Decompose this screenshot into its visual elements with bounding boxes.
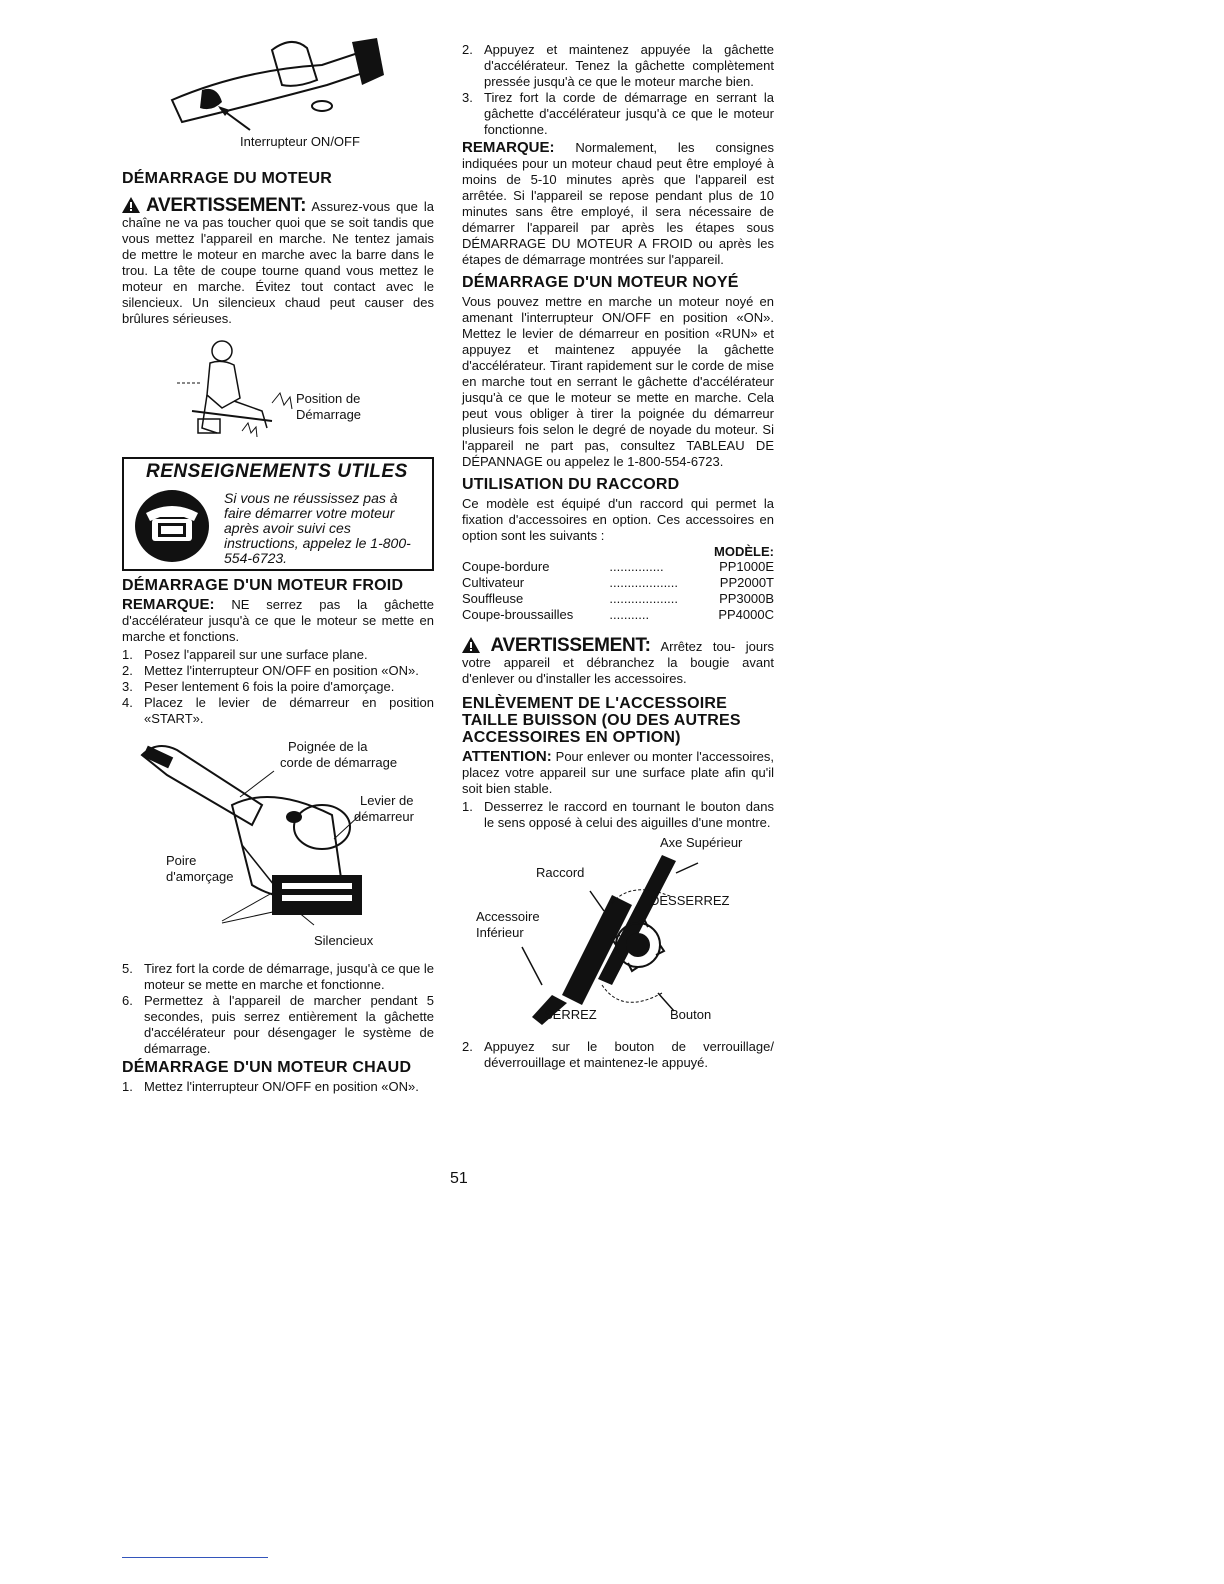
step-text: Mettez l'interrupteur ON/OFF en position «ON».: [144, 663, 419, 678]
step-number: 1.: [122, 647, 133, 662]
step-text: Placez le levier de démarreur en position «START».: [144, 695, 434, 726]
model-code: PP2000T: [719, 575, 774, 590]
model-name: Coupe-bordure: [462, 559, 550, 574]
primer-bulb-label-2: d'amorçage: [166, 869, 234, 884]
list-item: [462, 799, 774, 831]
section-title-cold-engine: DÉMARRAGE D'UN MOTEUR FROID: [122, 577, 404, 594]
step-text: Peser lentement 6 fois la poire d'amorçage.: [144, 679, 395, 694]
flooded-engine-text: Vous pouvez mettre en marche un moteur noyé en amenant l'interrupteur ON/OFF en position «ON». Mettez le levier de démarreur en position «RUN» et appuyez et maintenez appuyée la gâchette d'accélérateur. Tirant rapidement sur le corde de mise en marche tout en serrant le gâchette d'accélérateur jusqu'à ce que le moteur se mette en marche. Cela peut vous obliger à tirer la poignée du démarreur plusieurs fois selon le degré de noyade du moteur. Si l'appareil ne part pas, consultez TABLEAU DE DÉPANNAGE ou appelez le 1-800-554-6723.: [462, 294, 774, 469]
step-text: Tirez fort la corde de démarrage, jusqu'à ce que le moteur se mette en marche et fonctionne.: [144, 961, 434, 992]
step-number: 4.: [122, 695, 133, 710]
step-text: Posez l'appareil sur une surface plane.: [144, 647, 368, 662]
model-code: PP3000B: [719, 591, 774, 606]
pull-handle-label-1: Poignée de la: [288, 739, 368, 754]
left-column: [122, 30, 434, 1095]
list-item: [122, 1079, 434, 1095]
hot-start-steps: [122, 1079, 434, 1095]
footer-rule: [122, 1557, 268, 1558]
step-number: 5.: [122, 961, 133, 976]
accessory-models-table: [462, 559, 774, 623]
warning-keyword: AVERTISSEMENT:: [490, 635, 651, 656]
page-number: 51: [450, 1170, 468, 1187]
remove-accessory-steps: [462, 799, 774, 831]
warning-text-head: Arrêtez tou-: [660, 639, 736, 654]
useful-info-title: RENSEIGNEMENTS UTILES: [146, 461, 408, 482]
list-item: [122, 695, 434, 727]
step-number: 1.: [462, 799, 473, 814]
step-number: 3.: [122, 679, 133, 694]
figure-on-off-switch: [122, 30, 434, 154]
hot-start-steps-continued: [462, 42, 774, 138]
useful-info-text: Si vous ne réussissez pas à faire démarrer votre moteur après avoir suivi ces instructions, appelez le 1-800-554-6723.: [224, 490, 411, 566]
attention-keyword: ATTENTION:: [462, 748, 552, 765]
coupler-text: Ce modèle est équipé d'un raccord qui permet la fixation d'accessoires en option. Ces accessoires en option sont les suivants :: [462, 496, 774, 543]
step-text: Appuyez et maintenez appuyée la gâchette d'accélérateur. Tenez la gâchette complètement pressée jusqu'à ce que le moteur marche bien.: [484, 42, 774, 89]
hot-remark-text: Normalement, les consignes indiquées pour un moteur chaud peut être employé à moins de 5-10 minutes après que l'appareil est arrêtée. Si l'appareil se repose pendant plus de 10 minutes sans être employé, il sera nécessaire de démarrer l'appareil par après les étapes sous DÉMARRAGE DU MOTEUR A FROID ou après les étapes de démarrage montrées sur l'appareil.: [462, 140, 774, 267]
right-column: [462, 40, 774, 1071]
warning-text: jours votre appareil et débranchez la bougie avant d'enlever ou d'installer les accessoires.: [462, 639, 774, 686]
warning-paragraph-1: [122, 197, 434, 327]
table-row: [462, 607, 774, 623]
step-number: 3.: [462, 90, 473, 105]
step-text: Mettez l'interrupteur ON/OFF en position «ON».: [144, 1079, 419, 1094]
attention-text: Pour enlever ou monter l'accessoires, placez votre appareil sur une surface plate afin qu'il soit bien stable.: [462, 749, 774, 796]
remark-keyword: REMARQUE:: [462, 139, 555, 156]
list-item: [462, 1039, 774, 1071]
cold-remark-text: NE serrez pas la gâchette d'accélérateur jusqu'à ce que le moteur se mette en marche et fonctions.: [122, 597, 434, 644]
section-title-flooded-engine: DÉMARRAGE D'UN MOTEUR NOYÉ: [462, 274, 739, 291]
section-title-remove-accessory-1: ENLÈVEMENT DE L'ACCESSOIRE: [462, 695, 728, 712]
list-item: [462, 42, 774, 90]
model-code: PP1000E: [719, 559, 774, 574]
model-dots: ...........: [609, 607, 650, 622]
model-code: PP4000C: [718, 607, 774, 622]
section-title-hot-engine: DÉMARRAGE D'UN MOTEUR CHAUD: [122, 1059, 412, 1076]
warning-icon: [122, 199, 146, 214]
model-name: Coupe-broussailles: [462, 607, 574, 622]
table-row: [462, 591, 774, 607]
model-name: Souffleuse: [462, 591, 524, 606]
section-title-coupler: UTILISATION DU RACCORD: [462, 476, 680, 493]
table-row: [462, 575, 774, 591]
step-text: Appuyez sur le bouton de verrouillage/ déverrouillage et maintenez-le appuyé.: [484, 1039, 774, 1070]
step-number: 2.: [462, 1039, 473, 1054]
model-dots: ...................: [609, 591, 679, 606]
warning-keyword: AVERTISSEMENT:: [146, 195, 307, 216]
list-item: [122, 647, 434, 663]
list-item: [122, 679, 434, 695]
table-row: [462, 559, 774, 575]
step-number: 6.: [122, 993, 133, 1008]
model-name: Cultivateur: [462, 575, 525, 590]
list-item: [462, 90, 774, 138]
remove-accessory-steps-continued: [462, 1039, 774, 1071]
cold-start-steps: [122, 647, 434, 727]
list-item: [122, 961, 434, 993]
muffler-label: Silencieux: [314, 933, 374, 948]
section-title-remove-accessory-3: ACCESSOIRES EN OPTION): [462, 729, 681, 746]
pull-handle-label-2: corde de démarrage: [280, 755, 398, 770]
step-number: 2.: [462, 42, 473, 57]
figure-engine-controls: [122, 735, 434, 953]
tighten-label: SERREZ: [544, 1007, 597, 1022]
section-title-remove-accessory-2: TAILLE BUISSON (OU DES AUTRES: [462, 712, 741, 729]
choke-lever-label-1: Levier de: [360, 793, 414, 808]
knob-label: Bouton: [670, 1007, 712, 1022]
choke-lever-label-2: démarreur: [354, 809, 414, 824]
loosen-label: DESSERREZ: [650, 893, 730, 908]
start-position-label-1: Position de: [296, 391, 361, 406]
on-off-switch-label: Interrupteur ON/OFF: [240, 134, 360, 149]
model-dots: ...................: [609, 575, 679, 590]
section-title-engine-start: DÉMARRAGE DU MOTEUR: [122, 170, 333, 187]
operator-kneeling-illustration: [122, 333, 434, 449]
warning-icon: [462, 639, 491, 654]
primer-bulb-label-1: Poire: [166, 853, 197, 868]
lower-accessory-label-1: Accessoire: [476, 909, 540, 924]
cold-start-steps-continued: [122, 961, 434, 1057]
step-number: 1.: [122, 1079, 133, 1094]
upper-shaft-label: Axe Supérieur: [660, 835, 743, 850]
attention-paragraph: [462, 749, 774, 797]
remark-keyword: REMARQUE:: [122, 596, 215, 613]
model-dots: ...............: [609, 559, 664, 574]
step-text: Tirez fort la corde de démarrage en serrant la gâchette d'accélérateur jusqu'à ce que le moteur fonctionne.: [484, 90, 774, 137]
figure-coupler-knob: [462, 835, 774, 1031]
telephone-icon: [134, 489, 212, 568]
warning-paragraph-2: [462, 637, 774, 687]
warning-text-head: Assurez-vous: [311, 199, 391, 214]
step-text: Permettez à l'appareil de marcher pendant 5 secondes, puis serrez entièrement la gâchette d'accélérateur pour désengager le système de démarrage.: [144, 993, 434, 1056]
list-item: [122, 663, 434, 679]
warning-text: que la chaîne ne va pas toucher quoi que se soit tandis que vous mettez l'appareil en marche. Ne tentez jamais de mettre le moteur en marche avec la barre dans le trou. La tête de coupe tourne quand vous mettez le moteur en marche. Évitez tout contact avec le silencieux. Un silencieux chaud peut causer des brûlures sérieuses.: [122, 199, 434, 326]
start-position-label-2: Démarrage: [296, 407, 362, 422]
list-item: [122, 993, 434, 1057]
figure-start-position: [122, 333, 434, 449]
coupler-label: Raccord: [536, 865, 585, 880]
step-text: Desserrez le raccord en tournant le bouton dans le sens opposé à celui des aiguilles d'une montre.: [484, 799, 774, 830]
model-header: MODÈLE:: [714, 544, 774, 559]
step-number: 2.: [122, 663, 133, 678]
hot-remark: [462, 140, 774, 268]
lower-accessory-label-2: Inférieur: [476, 925, 524, 940]
useful-info-box: [122, 457, 434, 571]
cold-remark: [122, 597, 434, 645]
